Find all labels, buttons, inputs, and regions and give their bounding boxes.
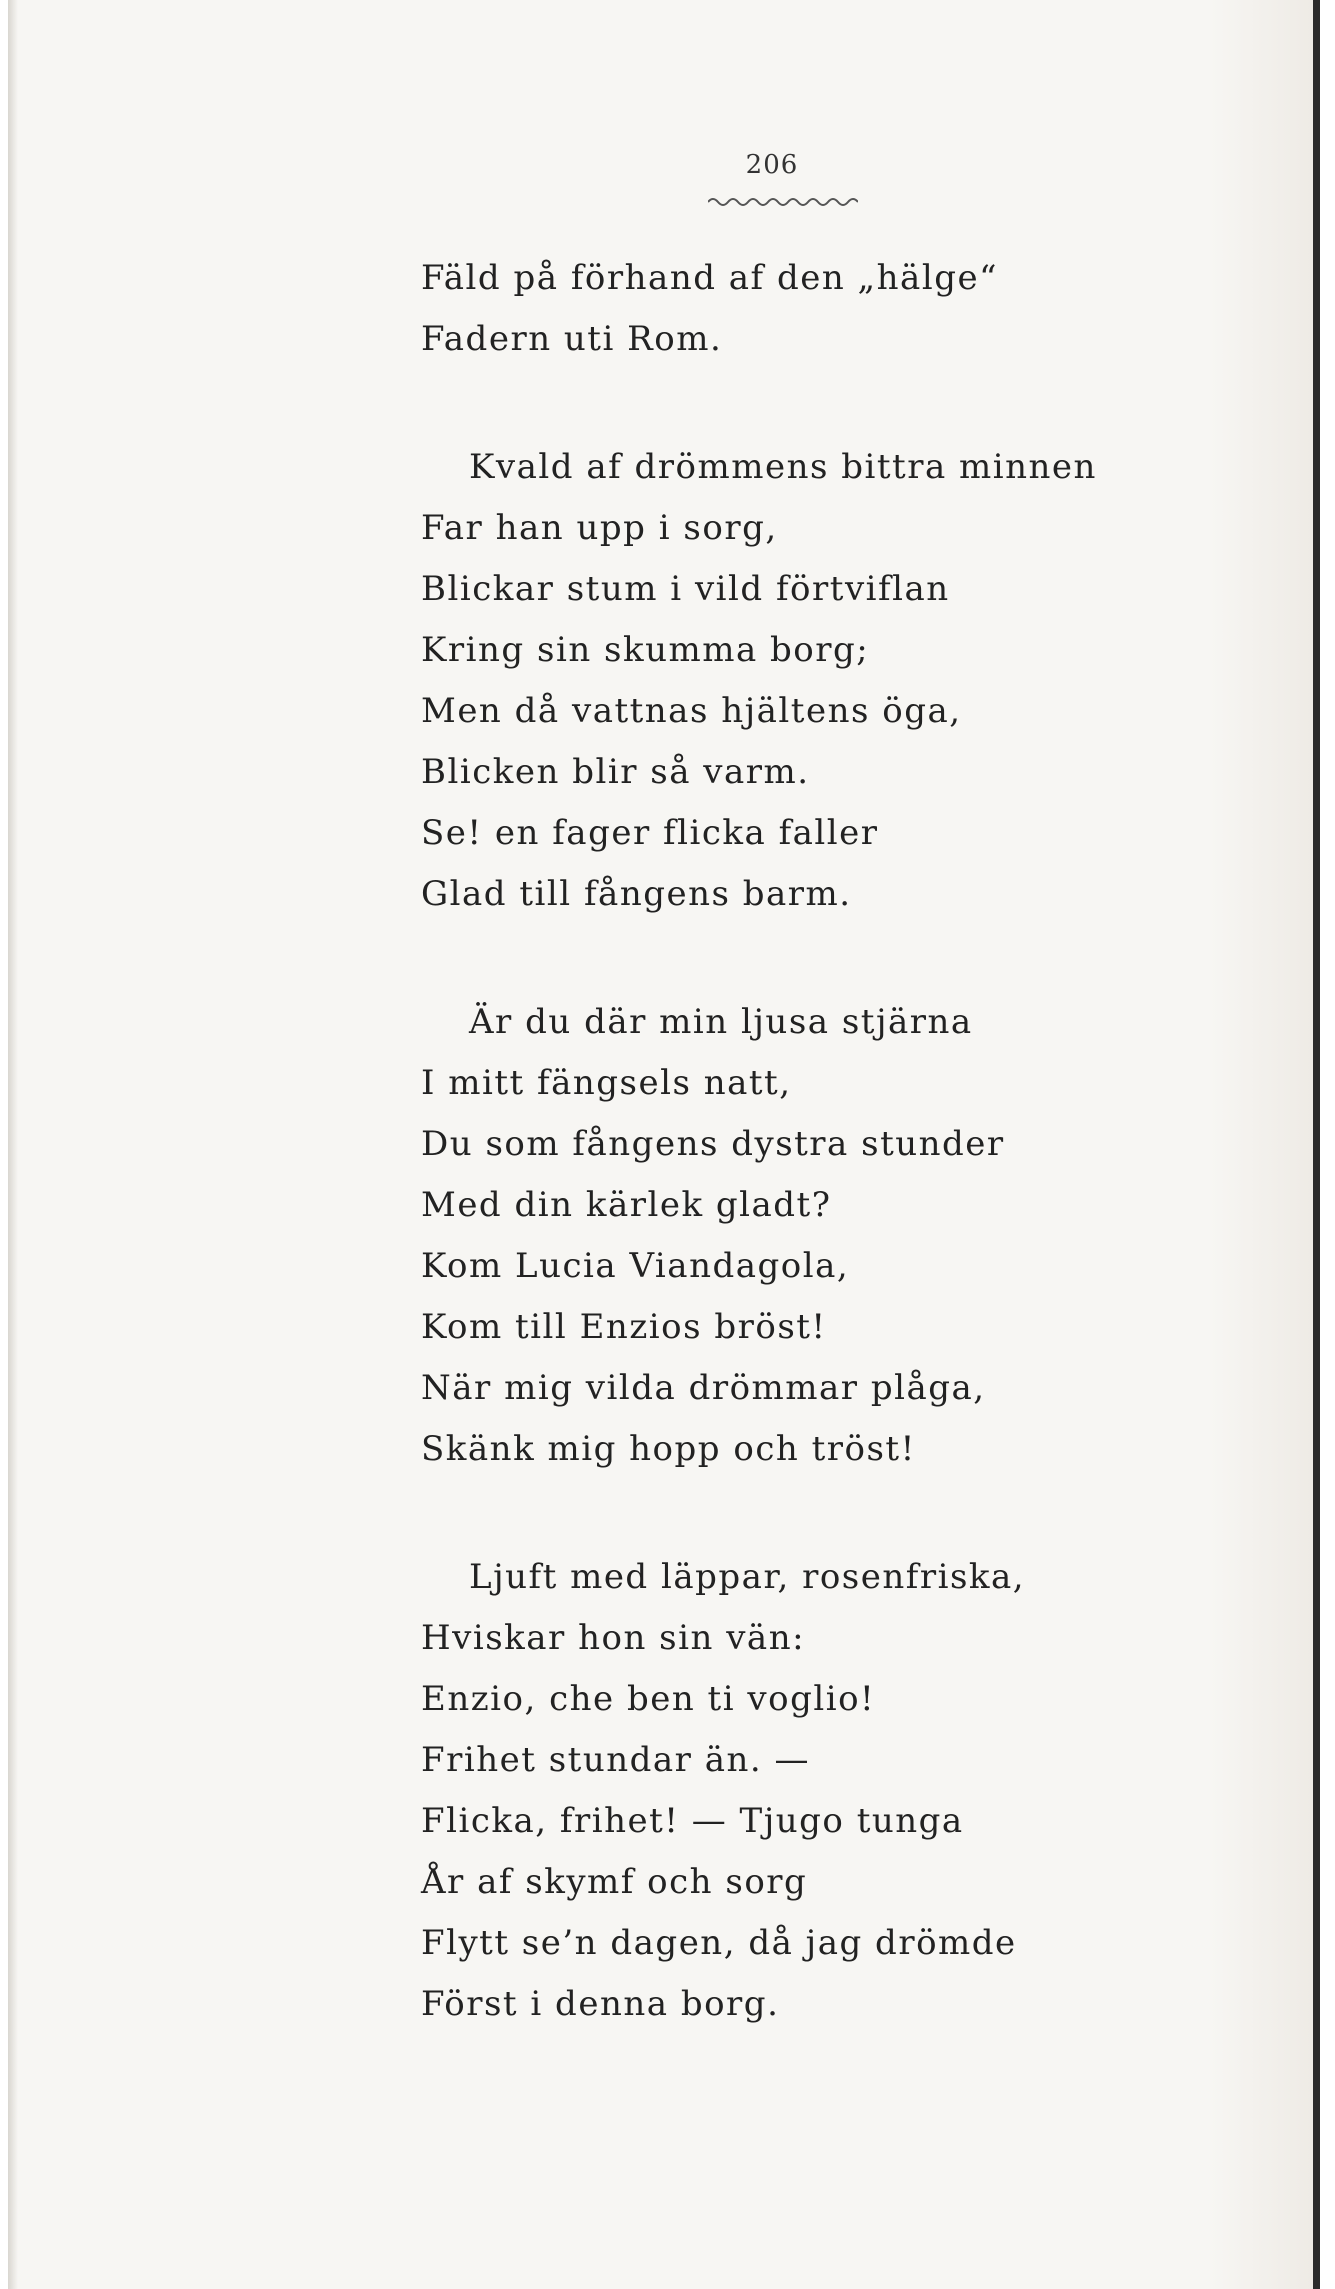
poem-line: År af skymf och sorg	[421, 1862, 808, 1902]
poem-line: Är du där min ljusa stjärna	[469, 1002, 973, 1042]
poem-line: Enzio, che ben ti voglio!	[421, 1679, 876, 1719]
poem-line: I mitt fängsels natt,	[421, 1063, 792, 1103]
scanned-page	[8, 0, 1320, 2289]
poem-line: Frihet stundar än. —	[421, 1740, 810, 1780]
page-right-edge	[1313, 0, 1320, 2289]
page-bleedthrough-shadow	[1210, 0, 1320, 2289]
page-number-text: 206	[745, 150, 799, 180]
poem-line: Först i denna borg.	[421, 1984, 780, 2024]
poem-line: Fadern uti Rom.	[421, 319, 723, 359]
poem-line: Blicken blir så varm.	[421, 752, 810, 792]
poem-line: Hviskar hon sin vän:	[421, 1618, 806, 1658]
stanza-1	[421, 248, 1097, 370]
stanza-2	[421, 437, 1097, 925]
poem-line: Kring sin skumma borg;	[421, 630, 870, 670]
poem-line: Kom till Enzios bröst!	[421, 1307, 827, 1347]
poem-line: Med din kärlek gladt?	[421, 1185, 832, 1225]
poem-line: Fäld på förhand af den „hälge“	[421, 258, 998, 298]
poem-line: Flytt se’n dagen, då jag drömde	[421, 1923, 1017, 1963]
poem-line: Glad till fångens barm.	[421, 874, 852, 914]
poem	[421, 248, 1097, 2102]
poem-line: Kvald af drömmens bittra minnen	[469, 447, 1097, 487]
stanza-4	[421, 1547, 1097, 2035]
poem-line: Kom Lucia Viandagola,	[421, 1246, 850, 1286]
poem-line: Skänk mig hopp och tröst!	[421, 1429, 916, 1469]
poem-line: Men då vattnas hjältens öga,	[421, 691, 962, 731]
wavy-ornament-icon	[708, 193, 858, 211]
poem-line: Blickar stum i vild förtviflan	[421, 569, 950, 609]
poem-line: Far han upp i sorg,	[421, 508, 778, 548]
page-left-shadow	[8, 0, 18, 2289]
stanza-3	[421, 992, 1097, 1480]
poem-line: Se! en fager flicka faller	[421, 813, 879, 853]
poem-line: Ljuft med läppar, rosenfriska,	[469, 1557, 1026, 1597]
poem-line: Flicka, frihet! — Tjugo tunga	[421, 1801, 964, 1841]
poem-line: När mig vilda drömmar plåga,	[421, 1368, 986, 1408]
poem-line: Du som fångens dystra stunder	[421, 1124, 1005, 1164]
